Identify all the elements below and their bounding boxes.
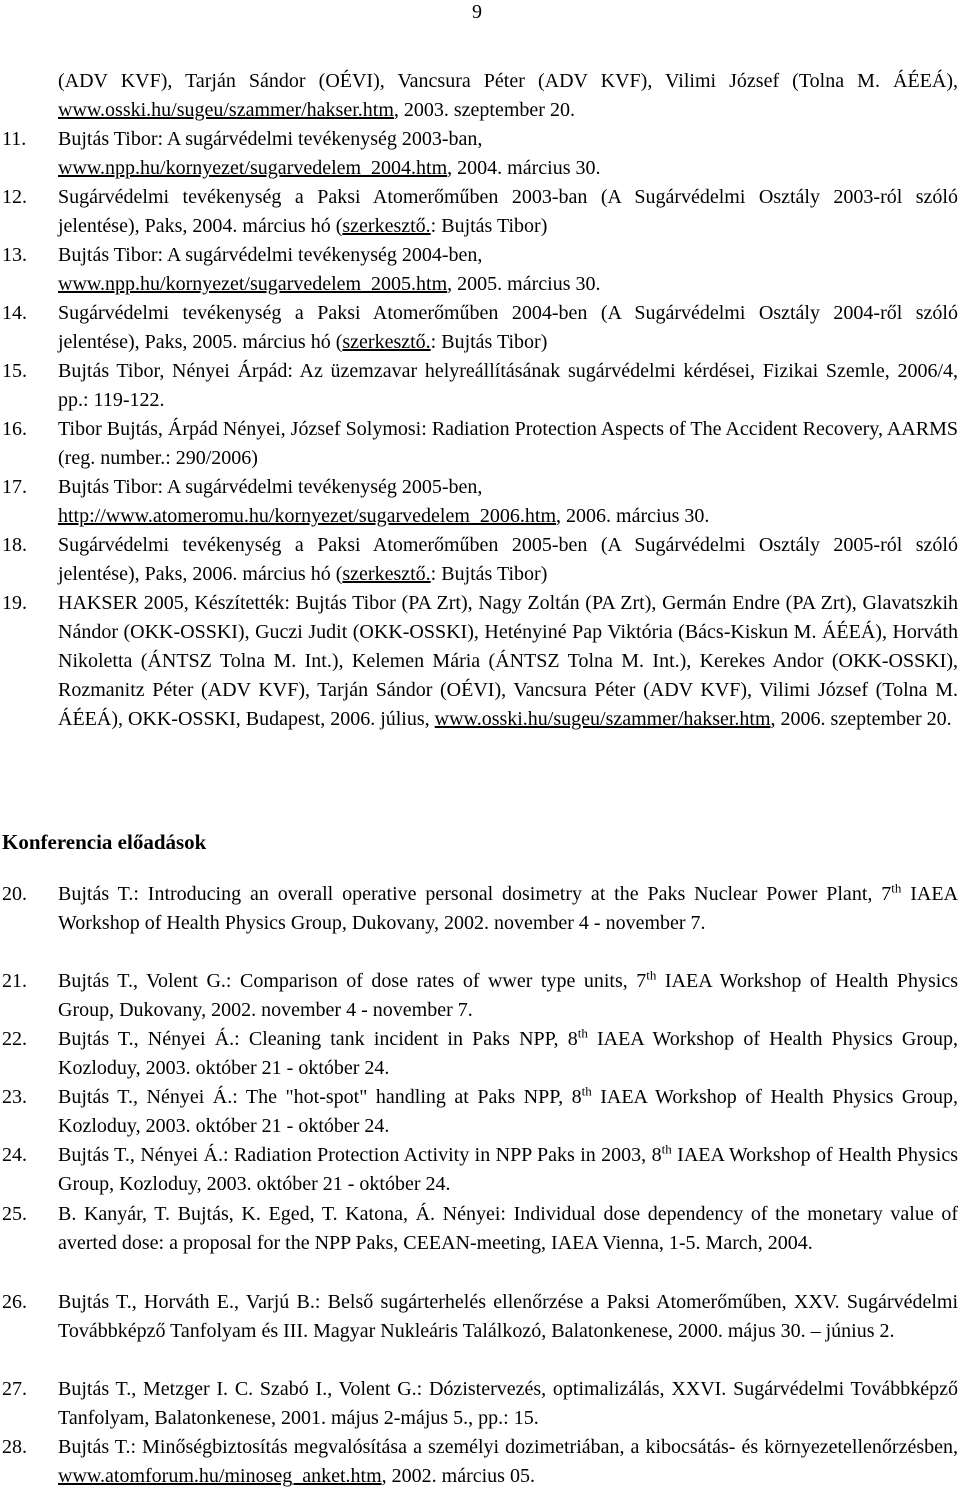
reference-text [58,1433,958,1491]
reference-body: Bujtás T., Volent G.: Comparison of dose rates of wwer type units, 7 [58,970,647,992]
reference-text [58,473,958,531]
reference-number: 16. [2,418,27,440]
reference-number: 24. [2,1144,27,1166]
reference-number: 15. [2,360,27,382]
reference-item [0,1141,958,1199]
reference-number: 11. [2,128,27,150]
reference-body: Bujtás T.: Minőségbiztosítás megvalósítása a személyi dozimetriában, a kibocsátás- és környezetellenőrzésben, [58,1436,958,1458]
reference-body: (ADV KVF), Tarján Sándor (OÉVI), Vancsura Péter (ADV KVF), Vilimi József (Tolna M. ÁÉEÁ), [58,70,958,92]
reference-number: 13. [2,244,27,266]
reference-number: 14. [2,302,27,324]
reference-item [0,880,958,938]
superscript: th [581,1083,592,1099]
reference-link: szerkesztő. [342,563,431,585]
reference-link[interactable]: www.npp.hu/kornyezet/sugarvedelem_2004.htm [58,157,448,179]
superscript: th [661,1141,672,1157]
reference-text [58,880,958,938]
section-heading: Konferencia előadások [2,830,207,854]
reference-text [58,589,958,734]
reference-item [0,1083,958,1141]
reference-link[interactable]: www.atomforum.hu/minoseg_anket.htm [58,1465,382,1487]
reference-body: Bujtás Tibor: A sugárvédelmi tevékenység 2003-ban, [58,128,483,150]
reference-tail: , 2002. március 05. [381,1465,535,1487]
reference-text [58,67,958,125]
reference-text: Tibor Bujtás, Árpád Nényei, József Solymosi: Radiation Protection Aspects of The Accident Recovery, AARMS (reg. number.: 290/2006) [58,418,958,469]
reference-body: Bujtás Tibor: A sugárvédelmi tevékenység 2004-ben, [58,244,483,266]
reference-body: Sugárvédelmi tevékenység a Paksi Atomerőműben 2004-ben (A Sugárvédelmi Osztály 2004-ről szóló jelentése), Paks, 2005. március hó ( [58,302,958,353]
page-number: 9 [472,1,482,23]
reference-tail: IAEA Workshop of Health Physics Group, Kozloduy, 2003. október 21 - október 24. [58,1144,958,1195]
reference-link: szerkesztő. [342,215,431,237]
reference-text [58,1083,958,1141]
reference-item [0,1433,958,1491]
reference-tail: , 2003. szeptember 20. [393,99,575,121]
reference-number: 26. [2,1291,27,1313]
reference-item [0,357,958,415]
reference-item [0,1375,958,1433]
reference-number: 12. [2,186,27,208]
reference-body: Sugárvédelmi tevékenység a Paksi Atomerőműben 2005-ben (A Sugárvédelmi Osztály 2005-ról szóló jelentése), Paks, 2006. március hó ( [58,534,958,585]
superscript: th [891,880,902,896]
reference-continuation [0,67,958,125]
reference-number: 28. [2,1436,27,1458]
reference-number: 20. [2,883,27,905]
reference-link: szerkesztő. [342,331,431,353]
reference-body: Bujtás T.: Introducing an overall operative personal dosimetry at the Paks Nuclear Power Plant, 7 [58,883,892,905]
reference-item [0,531,958,589]
reference-text: Bujtás T., Metzger I. C. Szabó I., Volent G.: Dózistervezés, optimalizálás, XXVI. Sugárvédelmi Továbbképző Tanfolyam, Balatonkenese, 2001. május 2-május 5., pp.: 15. [58,1378,958,1429]
reference-body: Bujtás Tibor: A sugárvédelmi tevékenység 2005-ben, [58,476,483,498]
reference-tail: , 2006. szeptember 20. [770,708,952,730]
reference-text [58,241,958,299]
reference-body: Bujtás T., Nényei Á.: The "hot-spot" handling at Paks NPP, 8 [58,1086,582,1108]
reference-number: 19. [2,592,27,614]
reference-tail: , 2005. március 30. [447,273,601,295]
reference-text [58,183,958,241]
reference-tail: IAEA Workshop of Health Physics Group, Dukovany, 2002. november 4 - november 7. [58,970,958,1021]
reference-item [0,473,958,531]
reference-number: 22. [2,1028,27,1050]
reference-body: Sugárvédelmi tevékenység a Paksi Atomerőműben 2003-ban (A Sugárvédelmi Osztály 2003-ról szóló jelentése), Paks, 2004. március hó ( [58,186,958,237]
reference-tail: IAEA Workshop of Health Physics Group, Dukovany, 2002. november 4 - november 7. [58,883,959,934]
reference-text [58,967,958,1025]
reference-number: 27. [2,1378,27,1400]
reference-body: HAKSER 2005, Készítették: Bujtás Tibor (PA Zrt), Nagy Zoltán (PA Zrt), Germán Endre (PA Zrt), Glavatszkih Nándor (OKK-OSSKI), Guczi Judit (OKK-OSSKI), Hetényiné Pap Viktória (Bács-Kiskun M. ÁÉEÁ), Horváth Nikoletta (ÁNTSZ Tolna M. Int.), Kelemen Mária (ÁNTSZ Tolna M. Int.), Kerekes Andor (OKK-OSSKI), Rozmanitz Péter (ADV KVF), Tarján Sándor (OÉVI), Vancsura Péter (ADV KVF), Vilimi József (Tolna M. ÁÉEÁ), OKK-OSSKI, Budapest, 2006. július, [58,592,958,730]
reference-item [0,967,958,1025]
reference-text: B. Kanyár, T. Bujtás, K. Eged, T. Katona, Á. Nényei: Individual dose dependency of the monetary value of averted dose: a proposal for the NPP Paks, CEEAN-meeting, IAEA Vienna, 1-5. March, 2004. [58,1203,958,1254]
reference-item [0,589,958,734]
reference-item [0,415,958,473]
reference-number: 23. [2,1086,27,1108]
reference-link[interactable]: www.osski.hu/sugeu/szammer/hakser.htm [434,708,771,730]
reference-item [0,125,958,183]
reference-text [58,531,958,589]
reference-item [0,183,958,241]
reference-item [0,1025,958,1083]
reference-text [58,299,958,357]
reference-text [58,1025,958,1083]
reference-item [0,1200,958,1258]
reference-link[interactable]: www.osski.hu/sugeu/szammer/hakser.htm [58,99,394,121]
superscript: th [646,967,657,983]
reference-link[interactable]: http://www.atomeromu.hu/kornyezet/sugarvedelem_2006.htm [58,505,557,527]
reference-text: Bujtás Tibor, Nényei Árpád: Az üzemzavar helyreállításának sugárvédelmi kérdései, Fizikai Szemle, 2006/4, pp.: 119-122. [58,360,958,411]
reference-body: Bujtás T., Nényei Á.: Radiation Protection Activity in NPP Paks in 2003, 8 [58,1144,662,1166]
reference-number: 21. [2,970,27,992]
reference-tail: , 2006. március 30. [556,505,710,527]
reference-tail: IAEA Workshop of Health Physics Group, Kozloduy, 2003. október 21 - október 24. [58,1086,958,1137]
reference-text [58,1141,958,1199]
reference-text [58,125,958,183]
reference-number: 18. [2,534,27,556]
reference-link[interactable]: www.npp.hu/kornyezet/sugarvedelem_2005.htm [58,273,448,295]
reference-item [0,299,958,357]
reference-tail: IAEA Workshop of Health Physics Group, Kozloduy, 2003. október 21 - október 24. [58,1028,958,1079]
reference-tail: : Bujtás Tibor) [430,331,548,353]
reference-text: Bujtás T., Horváth E., Varjú B.: Belső sugárterhelés ellenőrzése a Paksi Atomerőműben, XXV. Sugárvédelmi Továbbképző Tanfolyam és III. Magyar Nukleáris Találkozó, Balatonkenese, 2000. május 30. – június 2. [58,1291,958,1342]
reference-tail: : Bujtás Tibor) [430,563,548,585]
superscript: th [577,1025,588,1041]
reference-body: Bujtás T., Nényei Á.: Cleaning tank incident in Paks NPP, 8 [58,1028,578,1050]
reference-tail: , 2004. március 30. [447,157,601,179]
reference-tail: : Bujtás Tibor) [430,215,548,237]
reference-item [0,241,958,299]
reference-number: 25. [2,1203,27,1225]
reference-item [0,1288,958,1346]
reference-number: 17. [2,476,27,498]
